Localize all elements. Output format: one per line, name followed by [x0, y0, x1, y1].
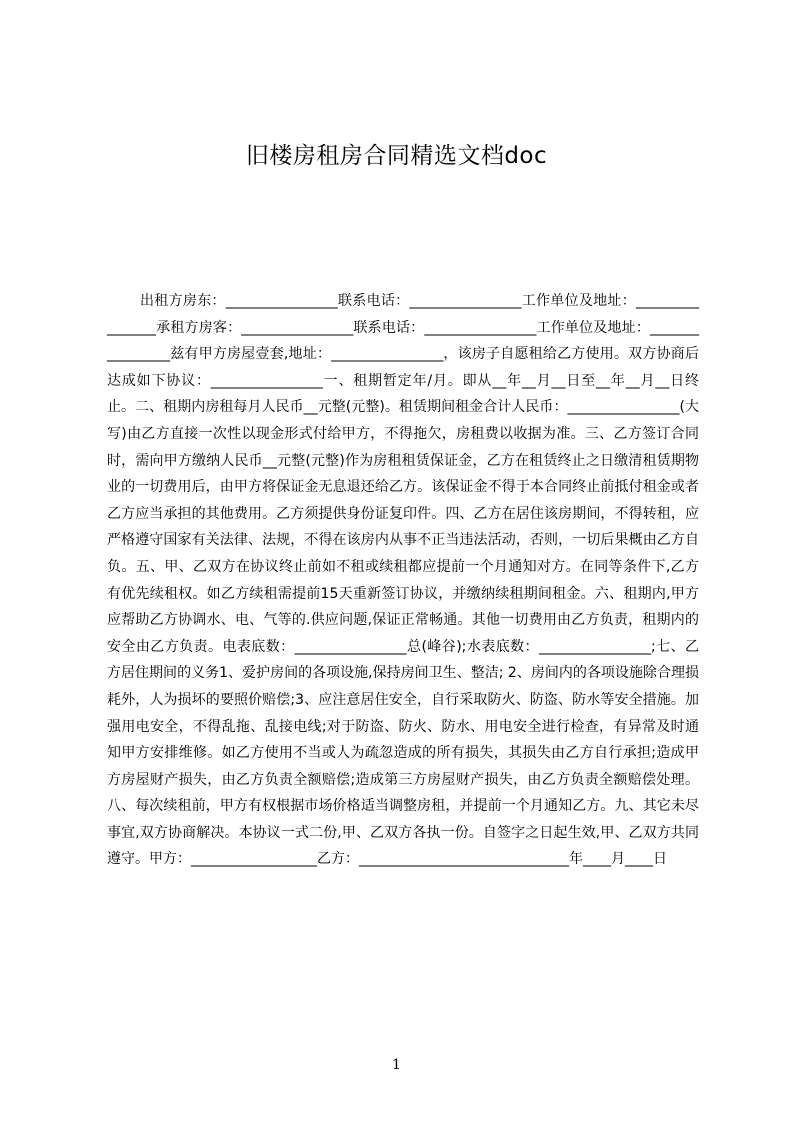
contract-body-text: 出租方房东：________________联系电话：________________工作单位及地址：________________承租方房客：________________联系电话：________________工作单位及地址：________________兹有甲方房屋壹套,地址：________________，该房子自愿租给乙方使用。双方协商后达成如下协议：________________一、租期暂定年/月。即从__年__月__日至__年__月__日终止。二、租期内房租每月人民币__元整(元整)。租赁期间租金合计人民币：________________(大写)由乙方直接一次性以现金形式付给甲方，不得拖欠，房租费以收据为准。三、乙方签订合同时，需向甲方缴纳人民币__元整(元整)作为房租租赁保证金，乙方在租赁终止之日缴清租赁期物业的一切费用后，由甲方将保证金无息退还给乙方。该保证金不得于本合同终止前抵付租金或者乙方应当承担的其他费用。乙方须提供身份证复印件。四、乙方在居住该房期间，不得转租，应严格遵守国家有关法律、法规，不得在该房内从事不正当违法活动，否则，一切后果概由乙方自负。五、甲、乙双方在协议终止前如不租或续租都应提前一个月通知对方。在同等条件下,乙方有优先续租权。如乙方续租需提前15天重新签订协议，并缴纳续租期间租金。六、租期内,甲方应帮助乙方协调水、电、气等的.供应问题,保证正常畅通。其他一切费用由乙方负责，租期内的安全由乙方负责。电表底数：________________总(峰谷);水表底数：________________;七、乙方居住期间的义务1、爱护房间的各项设施,保持房间卫生、整洁; 2、房间内的各项设施除合理损耗外，人为损坏的要照价赔偿;3、应注意居住安全，自行采取防火、防盗、防水等安全措施。加强用电安全，不得乱拖、乱接电线;对于防盗、防火、防水、用电安全进行检查，有异常及时通知甲方安排维修。如乙方使用不当或人为疏忽造成的所有损失，其损失由乙方自行承担;造成甲方房屋财产损失，由乙方负责全额赔偿;造成第三方房屋财产损失，由乙方负责全额赔偿处理。八、每次续租前，甲方有权根据市场价格适当调整房租，并提前一个月通知乙方。九、其它未尽事宜,双方协商解决。本协议一式二份,甲、乙双方各执一份。自签字之日起生效,甲、乙双方共同遵守。甲方：__________________乙方：______________________________年____月____日 — [107, 293, 699, 868]
page-number: 1 — [392, 1057, 401, 1073]
document-title: 旧楼房租房合同精选文档doc — [245, 143, 548, 169]
